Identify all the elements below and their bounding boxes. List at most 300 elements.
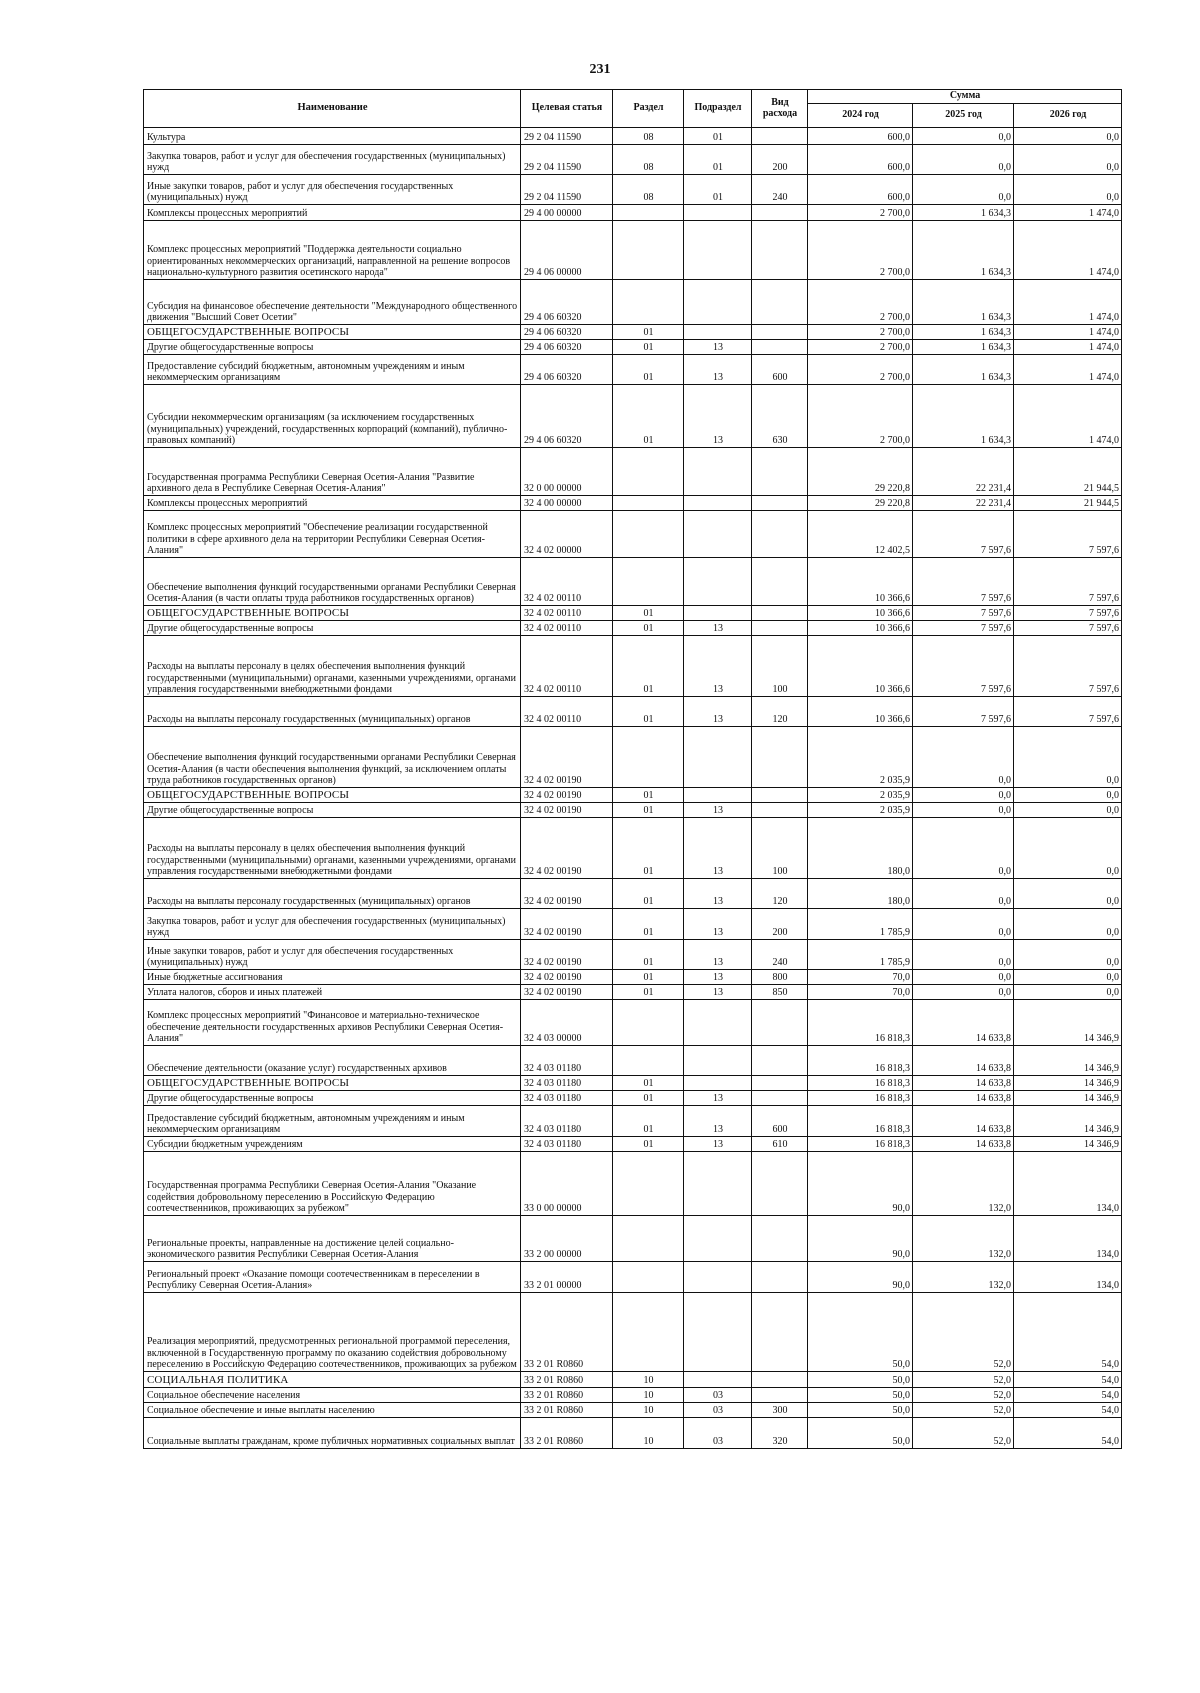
cell-2024: 12 402,5 <box>808 511 913 558</box>
cell-subsection <box>684 1293 752 1372</box>
cell-2025: 0,0 <box>913 985 1014 1000</box>
table-row <box>144 205 1122 221</box>
cell-2024: 1 785,9 <box>808 909 913 940</box>
cell-section: 08 <box>613 128 684 145</box>
cell-subsection: 13 <box>684 355 752 385</box>
cell-section <box>613 221 684 280</box>
cell-2024: 2 035,9 <box>808 788 913 803</box>
cell-target: 32 4 02 00190 <box>521 909 613 940</box>
cell-2026: 1 474,0 <box>1014 385 1122 448</box>
cell-2024: 16 818,3 <box>808 1046 913 1076</box>
table-row <box>144 340 1122 355</box>
table-row <box>144 1000 1122 1046</box>
cell-subsection <box>684 325 752 340</box>
cell-subsection <box>684 1076 752 1091</box>
cell-2025: 0,0 <box>913 175 1014 205</box>
cell-section <box>613 1046 684 1076</box>
cell-expense-type: 100 <box>752 636 808 697</box>
cell-expense-type <box>752 1388 808 1403</box>
cell-2025: 52,0 <box>913 1293 1014 1372</box>
cell-2025: 7 597,6 <box>913 697 1014 727</box>
cell-2025: 52,0 <box>913 1372 1014 1388</box>
cell-target: 32 4 02 00190 <box>521 727 613 788</box>
cell-target: 32 4 03 01180 <box>521 1106 613 1137</box>
cell-target: 32 4 03 00000 <box>521 1000 613 1046</box>
cell-subsection: 03 <box>684 1403 752 1418</box>
header-2024: 2024 год <box>808 104 913 128</box>
cell-2026: 7 597,6 <box>1014 697 1122 727</box>
cell-name: ОБЩЕГОСУДАРСТВЕННЫЕ ВОПРОСЫ <box>144 325 521 340</box>
cell-expense-type <box>752 1152 808 1216</box>
cell-2025: 52,0 <box>913 1418 1014 1449</box>
cell-2025: 7 597,6 <box>913 606 1014 621</box>
cell-expense-type: 100 <box>752 818 808 879</box>
cell-2024: 90,0 <box>808 1262 913 1293</box>
cell-subsection: 13 <box>684 621 752 636</box>
budget-table <box>143 89 1122 1449</box>
cell-expense-type <box>752 325 808 340</box>
cell-name: Комплекс процессных мероприятий "Поддержка деятельности социально ориентированных некоммерческих организаций, направленной на решение вопросов национально-культурного развития осетинского народа" <box>144 221 521 280</box>
cell-expense-type: 610 <box>752 1137 808 1152</box>
cell-name: Региональные проекты, направленные на достижение целей социально-экономического развития Республики Северная Осетия-Алания <box>144 1216 521 1262</box>
cell-2025: 7 597,6 <box>913 511 1014 558</box>
cell-name: Расходы на выплаты персоналу государственных (муниципальных) органов <box>144 697 521 727</box>
cell-2026: 0,0 <box>1014 128 1122 145</box>
cell-2024: 90,0 <box>808 1152 913 1216</box>
cell-target: 32 4 00 00000 <box>521 496 613 511</box>
cell-subsection <box>684 1046 752 1076</box>
cell-2025: 1 634,3 <box>913 385 1014 448</box>
cell-2025: 0,0 <box>913 970 1014 985</box>
header-2025: 2025 год <box>913 104 1014 128</box>
cell-2024: 2 700,0 <box>808 205 913 221</box>
cell-expense-type <box>752 1091 808 1106</box>
cell-2024: 2 700,0 <box>808 280 913 325</box>
cell-subsection: 13 <box>684 1091 752 1106</box>
cell-2024: 10 366,6 <box>808 621 913 636</box>
cell-target: 32 4 03 01180 <box>521 1091 613 1106</box>
cell-target: 29 4 06 60320 <box>521 280 613 325</box>
cell-expense-type: 320 <box>752 1418 808 1449</box>
cell-expense-type: 630 <box>752 385 808 448</box>
cell-2026: 0,0 <box>1014 909 1122 940</box>
table-row <box>144 1046 1122 1076</box>
table-body <box>144 128 1122 1449</box>
cell-name: Социальное обеспечение населения <box>144 1388 521 1403</box>
cell-target: 29 4 06 60320 <box>521 325 613 340</box>
cell-section: 01 <box>613 985 684 1000</box>
cell-expense-type <box>752 496 808 511</box>
cell-2024: 50,0 <box>808 1403 913 1418</box>
cell-target: 29 4 06 60320 <box>521 355 613 385</box>
cell-subsection <box>684 511 752 558</box>
cell-subsection: 03 <box>684 1418 752 1449</box>
cell-2025: 22 231,4 <box>913 496 1014 511</box>
cell-2024: 2 700,0 <box>808 355 913 385</box>
cell-expense-type <box>752 803 808 818</box>
cell-target: 32 4 02 00110 <box>521 606 613 621</box>
table-row <box>144 636 1122 697</box>
cell-2025: 0,0 <box>913 128 1014 145</box>
table-row <box>144 355 1122 385</box>
cell-section: 01 <box>613 1106 684 1137</box>
cell-name: Социальные выплаты гражданам, кроме публичных нормативных социальных выплат <box>144 1418 521 1449</box>
cell-2026: 14 346,9 <box>1014 1046 1122 1076</box>
cell-section <box>613 496 684 511</box>
cell-name: Иные закупки товаров, работ и услуг для обеспечения государственных (муниципальных) нужд <box>144 940 521 970</box>
cell-2025: 14 633,8 <box>913 1000 1014 1046</box>
table-row <box>144 818 1122 879</box>
cell-section: 01 <box>613 340 684 355</box>
cell-name: ОБЩЕГОСУДАРСТВЕННЫЕ ВОПРОСЫ <box>144 606 521 621</box>
cell-section: 01 <box>613 621 684 636</box>
cell-name: Расходы на выплаты персоналу государственных (муниципальных) органов <box>144 879 521 909</box>
cell-2024: 10 366,6 <box>808 606 913 621</box>
cell-2024: 600,0 <box>808 128 913 145</box>
cell-name: Другие общегосударственные вопросы <box>144 340 521 355</box>
cell-2025: 0,0 <box>913 727 1014 788</box>
cell-section <box>613 558 684 606</box>
cell-subsection <box>684 280 752 325</box>
cell-section: 01 <box>613 636 684 697</box>
cell-expense-type: 200 <box>752 909 808 940</box>
table-row <box>144 697 1122 727</box>
cell-2024: 2 700,0 <box>808 340 913 355</box>
cell-2025: 14 633,8 <box>913 1106 1014 1137</box>
table-row <box>144 1152 1122 1216</box>
cell-2026: 0,0 <box>1014 145 1122 175</box>
header-subsection: Подраздел <box>684 90 752 128</box>
cell-name: Расходы на выплаты персоналу в целях обеспечения выполнения функций государственными (муниципальными) органами, казенными учреждениями, органами управления государственными внебюджетными фондами <box>144 636 521 697</box>
cell-subsection: 13 <box>684 909 752 940</box>
cell-name: Субсидия на финансовое обеспечение деятельности "Международного общественного движения "Высший Совет Осетии" <box>144 280 521 325</box>
cell-subsection <box>684 1216 752 1262</box>
table-row <box>144 280 1122 325</box>
cell-subsection <box>684 1372 752 1388</box>
cell-2025: 1 634,3 <box>913 325 1014 340</box>
cell-target: 32 4 02 00190 <box>521 940 613 970</box>
table-row <box>144 448 1122 496</box>
cell-expense-type: 800 <box>752 970 808 985</box>
cell-target: 32 4 02 00000 <box>521 511 613 558</box>
cell-section: 01 <box>613 325 684 340</box>
cell-target: 33 2 01 R0860 <box>521 1372 613 1388</box>
cell-name: ОБЩЕГОСУДАРСТВЕННЫЕ ВОПРОСЫ <box>144 1076 521 1091</box>
cell-2025: 0,0 <box>913 803 1014 818</box>
cell-target: 33 2 01 R0860 <box>521 1293 613 1372</box>
cell-2024: 2 700,0 <box>808 385 913 448</box>
table-row <box>144 511 1122 558</box>
table-row <box>144 496 1122 511</box>
table-row <box>144 1106 1122 1137</box>
cell-target: 32 4 03 01180 <box>521 1076 613 1091</box>
cell-2026: 0,0 <box>1014 985 1122 1000</box>
cell-name: Комплексы процессных мероприятий <box>144 496 521 511</box>
cell-subsection: 01 <box>684 145 752 175</box>
cell-name: Предоставление субсидий бюджетным, автономным учреждениям и иным некоммерческим организациям <box>144 355 521 385</box>
cell-2025: 0,0 <box>913 940 1014 970</box>
cell-name: Государственная программа Республики Северная Осетия-Алания "Развитие архивного дела в Республике Северная Осетия-Алания" <box>144 448 521 496</box>
cell-expense-type <box>752 788 808 803</box>
cell-2024: 16 818,3 <box>808 1076 913 1091</box>
cell-2026: 1 474,0 <box>1014 221 1122 280</box>
cell-expense-type <box>752 606 808 621</box>
table-row <box>144 1216 1122 1262</box>
cell-2024: 29 220,8 <box>808 448 913 496</box>
cell-2025: 14 633,8 <box>913 1076 1014 1091</box>
cell-section: 01 <box>613 606 684 621</box>
cell-target: 32 4 02 00110 <box>521 697 613 727</box>
cell-2025: 7 597,6 <box>913 558 1014 606</box>
cell-2026: 1 474,0 <box>1014 205 1122 221</box>
table-row <box>144 970 1122 985</box>
cell-target: 32 4 02 00110 <box>521 621 613 636</box>
cell-section: 01 <box>613 970 684 985</box>
header-target: Целевая статья <box>521 90 613 128</box>
cell-section <box>613 511 684 558</box>
cell-expense-type: 120 <box>752 697 808 727</box>
table-row <box>144 621 1122 636</box>
cell-2026: 0,0 <box>1014 727 1122 788</box>
cell-target: 32 4 02 00190 <box>521 818 613 879</box>
cell-target: 33 2 01 R0860 <box>521 1388 613 1403</box>
cell-target: 32 4 03 01180 <box>521 1046 613 1076</box>
table-row <box>144 727 1122 788</box>
cell-section: 10 <box>613 1418 684 1449</box>
cell-expense-type <box>752 558 808 606</box>
cell-2026: 21 944,5 <box>1014 496 1122 511</box>
cell-2026: 14 346,9 <box>1014 1000 1122 1046</box>
page-number: 231 <box>589 62 611 77</box>
cell-2025: 22 231,4 <box>913 448 1014 496</box>
table-row <box>144 128 1122 145</box>
cell-2026: 7 597,6 <box>1014 511 1122 558</box>
cell-subsection <box>684 221 752 280</box>
cell-2026: 14 346,9 <box>1014 1106 1122 1137</box>
cell-name: Предоставление субсидий бюджетным, автономным учреждениям и иным некоммерческим организациям <box>144 1106 521 1137</box>
cell-target: 29 4 06 00000 <box>521 221 613 280</box>
cell-target: 33 2 01 R0860 <box>521 1418 613 1449</box>
cell-section: 01 <box>613 697 684 727</box>
table-row <box>144 1388 1122 1403</box>
cell-section <box>613 448 684 496</box>
cell-section: 01 <box>613 788 684 803</box>
cell-section: 01 <box>613 355 684 385</box>
cell-section: 01 <box>613 879 684 909</box>
cell-2026: 7 597,6 <box>1014 636 1122 697</box>
cell-2024: 1 785,9 <box>808 940 913 970</box>
cell-section: 01 <box>613 940 684 970</box>
cell-subsection: 13 <box>684 818 752 879</box>
cell-2024: 70,0 <box>808 985 913 1000</box>
cell-target: 32 4 02 00190 <box>521 879 613 909</box>
cell-expense-type <box>752 1046 808 1076</box>
cell-2026: 7 597,6 <box>1014 606 1122 621</box>
cell-section: 01 <box>613 909 684 940</box>
cell-2025: 14 633,8 <box>913 1091 1014 1106</box>
cell-expense-type <box>752 280 808 325</box>
cell-2025: 132,0 <box>913 1216 1014 1262</box>
cell-2024: 50,0 <box>808 1388 913 1403</box>
table-row <box>144 940 1122 970</box>
cell-target: 33 2 00 00000 <box>521 1216 613 1262</box>
cell-subsection <box>684 496 752 511</box>
cell-2026: 0,0 <box>1014 970 1122 985</box>
cell-2026: 54,0 <box>1014 1372 1122 1388</box>
cell-2024: 16 818,3 <box>808 1000 913 1046</box>
cell-2026: 1 474,0 <box>1014 340 1122 355</box>
cell-section <box>613 727 684 788</box>
cell-section <box>613 1152 684 1216</box>
cell-section <box>613 205 684 221</box>
table-row <box>144 909 1122 940</box>
cell-name: Культура <box>144 128 521 145</box>
cell-target: 32 4 02 00190 <box>521 803 613 818</box>
cell-name: Обеспечение выполнения функций государственными органами Республики Северная Осетия-Алания (в части оплаты труда работников государственных органов) <box>144 558 521 606</box>
cell-target: 33 2 01 00000 <box>521 1262 613 1293</box>
header-expense-type: Вид расхода <box>752 90 808 128</box>
cell-target: 29 2 04 11590 <box>521 128 613 145</box>
cell-section <box>613 1216 684 1262</box>
cell-2026: 0,0 <box>1014 175 1122 205</box>
cell-target: 32 4 03 01180 <box>521 1137 613 1152</box>
cell-subsection <box>684 606 752 621</box>
cell-2025: 0,0 <box>913 145 1014 175</box>
cell-2024: 600,0 <box>808 145 913 175</box>
cell-2025: 14 633,8 <box>913 1046 1014 1076</box>
cell-subsection <box>684 1152 752 1216</box>
cell-2025: 7 597,6 <box>913 636 1014 697</box>
header-2026: 2026 год <box>1014 104 1122 128</box>
cell-2025: 52,0 <box>913 1388 1014 1403</box>
cell-2026: 54,0 <box>1014 1293 1122 1372</box>
cell-target: 29 2 04 11590 <box>521 175 613 205</box>
cell-2024: 600,0 <box>808 175 913 205</box>
cell-2025: 0,0 <box>913 788 1014 803</box>
cell-2024: 2 035,9 <box>808 727 913 788</box>
cell-2026: 7 597,6 <box>1014 621 1122 636</box>
cell-expense-type: 600 <box>752 1106 808 1137</box>
cell-name: Расходы на выплаты персоналу в целях обеспечения выполнения функций государственными (муниципальными) органами, казенными учреждениями, органами управления государственными внебюджетными фондами <box>144 818 521 879</box>
cell-name: Комплекс процессных мероприятий "Финансовое и материально-техническое обеспечение деятельности государственных архивов Республики Северная Осетия-Алания" <box>144 1000 521 1046</box>
cell-2025: 0,0 <box>913 879 1014 909</box>
table-row <box>144 175 1122 205</box>
cell-2026: 54,0 <box>1014 1418 1122 1449</box>
header-sum: Сумма <box>808 90 1122 104</box>
cell-subsection: 13 <box>684 697 752 727</box>
cell-2024: 10 366,6 <box>808 636 913 697</box>
cell-expense-type <box>752 1372 808 1388</box>
table-row <box>144 325 1122 340</box>
header-name: Наименование <box>144 90 521 128</box>
cell-subsection <box>684 727 752 788</box>
table-row <box>144 1403 1122 1418</box>
cell-target: 32 4 02 00190 <box>521 985 613 1000</box>
cell-expense-type <box>752 205 808 221</box>
cell-expense-type: 120 <box>752 879 808 909</box>
cell-subsection: 13 <box>684 385 752 448</box>
cell-section: 01 <box>613 1091 684 1106</box>
table-row <box>144 385 1122 448</box>
cell-subsection: 13 <box>684 803 752 818</box>
table-row <box>144 1418 1122 1449</box>
cell-subsection: 13 <box>684 340 752 355</box>
cell-2026: 0,0 <box>1014 803 1122 818</box>
cell-target: 32 0 00 00000 <box>521 448 613 496</box>
cell-target: 32 4 02 00110 <box>521 636 613 697</box>
cell-expense-type: 240 <box>752 940 808 970</box>
cell-name: Региональный проект «Оказание помощи соотечественникам в переселении в Республику Северная Осетия-Алания» <box>144 1262 521 1293</box>
cell-expense-type: 200 <box>752 145 808 175</box>
cell-2025: 0,0 <box>913 818 1014 879</box>
cell-name: ОБЩЕГОСУДАРСТВЕННЫЕ ВОПРОСЫ <box>144 788 521 803</box>
cell-name: Субсидии бюджетным учреждениям <box>144 1137 521 1152</box>
table-row <box>144 803 1122 818</box>
cell-subsection: 13 <box>684 940 752 970</box>
cell-section: 01 <box>613 803 684 818</box>
cell-2025: 1 634,3 <box>913 280 1014 325</box>
table-row <box>144 879 1122 909</box>
cell-2026: 134,0 <box>1014 1262 1122 1293</box>
cell-subsection: 01 <box>684 175 752 205</box>
cell-subsection: 13 <box>684 636 752 697</box>
cell-2026: 0,0 <box>1014 940 1122 970</box>
cell-subsection <box>684 788 752 803</box>
table-header <box>144 90 1122 128</box>
cell-expense-type <box>752 621 808 636</box>
cell-expense-type <box>752 448 808 496</box>
cell-section: 01 <box>613 818 684 879</box>
cell-target: 29 2 04 11590 <box>521 145 613 175</box>
cell-name: Социальное обеспечение и иные выплаты населению <box>144 1403 521 1418</box>
cell-target: 29 4 00 00000 <box>521 205 613 221</box>
cell-expense-type <box>752 1293 808 1372</box>
cell-2025: 14 633,8 <box>913 1137 1014 1152</box>
cell-name: Обеспечение деятельности (оказание услуг) государственных архивов <box>144 1046 521 1076</box>
cell-target: 29 4 06 60320 <box>521 385 613 448</box>
cell-expense-type: 600 <box>752 355 808 385</box>
cell-2024: 2 700,0 <box>808 325 913 340</box>
cell-2026: 0,0 <box>1014 788 1122 803</box>
cell-expense-type: 300 <box>752 1403 808 1418</box>
table-row <box>144 1372 1122 1388</box>
cell-subsection: 13 <box>684 1106 752 1137</box>
cell-name: Закупка товаров, работ и услуг для обеспечения государственных (муниципальных) нужд <box>144 145 521 175</box>
cell-2024: 50,0 <box>808 1372 913 1388</box>
cell-name: Государственная программа Республики Северная Осетия-Алания "Оказание содействия добровольному переселению в Российскую Федерацию соотечественников, проживающих за рубежом" <box>144 1152 521 1216</box>
table-row <box>144 1262 1122 1293</box>
cell-2026: 14 346,9 <box>1014 1137 1122 1152</box>
cell-name: Комплекс процессных мероприятий "Обеспечение реализации государственной политики в сфере архивного дела на территории Республики Северная Осетия-Алания" <box>144 511 521 558</box>
cell-subsection: 03 <box>684 1388 752 1403</box>
cell-2026: 0,0 <box>1014 818 1122 879</box>
cell-section: 08 <box>613 145 684 175</box>
cell-2025: 7 597,6 <box>913 621 1014 636</box>
table-row <box>144 788 1122 803</box>
cell-section: 10 <box>613 1388 684 1403</box>
table-row <box>144 1076 1122 1091</box>
cell-name: СОЦИАЛЬНАЯ ПОЛИТИКА <box>144 1372 521 1388</box>
cell-name: Иные бюджетные ассигнования <box>144 970 521 985</box>
cell-2025: 0,0 <box>913 909 1014 940</box>
cell-2026: 14 346,9 <box>1014 1076 1122 1091</box>
cell-section: 08 <box>613 175 684 205</box>
cell-2026: 7 597,6 <box>1014 558 1122 606</box>
cell-expense-type <box>752 221 808 280</box>
header-section: Раздел <box>613 90 684 128</box>
cell-name: Реализация мероприятий, предусмотренных региональной программой переселения, включенной в Государственную программу по оказанию содействия добровольному переселению в Российскую Федерацию соотечественников, проживающих за рубежом <box>144 1293 521 1372</box>
cell-name: Комплексы процессных мероприятий <box>144 205 521 221</box>
